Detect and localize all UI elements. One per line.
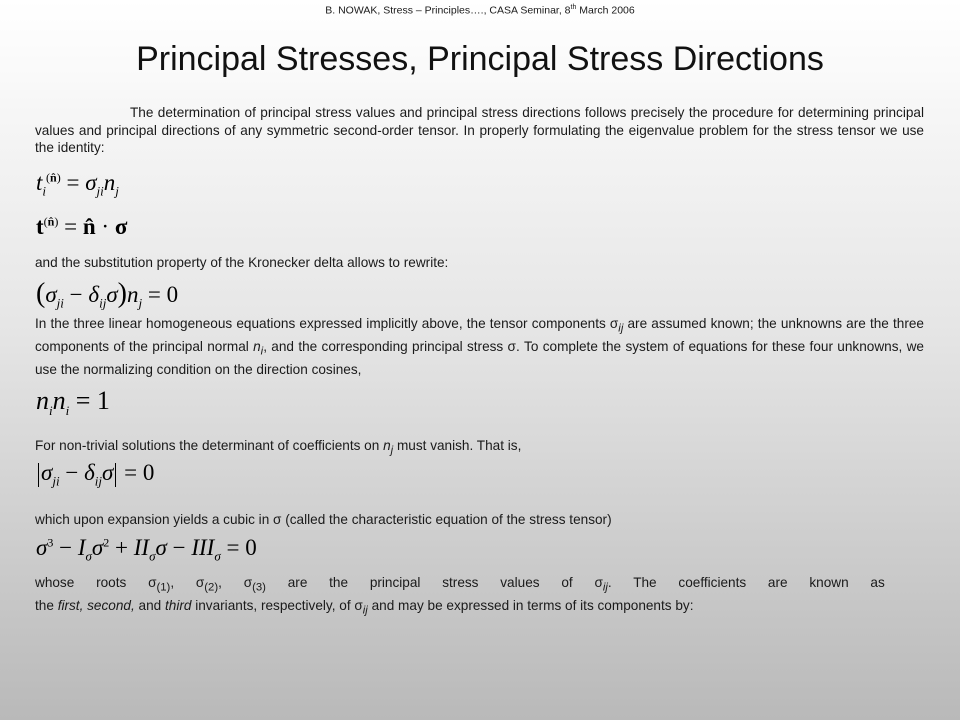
traction-vector-equation: $t^{(n̂)}$ = n̂ · σ xyxy=(36,214,128,239)
characteristic-equation: $\sigma^3 - I_\sigma\sigma^2 + II_\sigma\sigma - III_\sigma = 0$ xyxy=(36,535,257,564)
slide-title: Principal Stresses, Principal Stress Directions xyxy=(136,40,824,78)
determinant-equation: $\sigma_{ji} - \delta_{ij}\sigma = 0$ xyxy=(36,460,154,490)
determinant-paragraph: For non-trivial solutions the determinant of coefficients on $n_j$ must vanish. That is, xyxy=(35,438,522,457)
eigenvalue-equation: $(\sigma_{ji} - \delta_{ij}\sigma)n_j = 0$ xyxy=(36,278,179,311)
slide-header: B. NOWAK, Stress – Principles…., CASA Seminar, 8th March 2006 xyxy=(325,4,635,17)
invariants-paragraph: whose roots $\sigma_{(1)}$, $\sigma_{(2)}$, $\sigma_{(3)}$ are the principal stress values of $\sigma_{ij}$. The coefficients are known as the first, second, and third invariants, respectively, of $\sigma_{ij}$ and may be expressed in terms of its components by: xyxy=(35,575,885,617)
normalizing-condition-equation: $n_in_i = 1$ xyxy=(36,386,110,419)
kronecker-paragraph: and the substitution property of the Kronecker delta allows to rewrite: xyxy=(35,255,449,270)
cubic-paragraph: which upon expansion yields a cubic in σ (called the characteristic equation of the stress tensor) xyxy=(35,512,612,527)
intro-paragraph: The determination of principal stress values and principal stress directions follows precisely the procedure for determining principal values and principal directions of any symmetric second-order tensor. In properly formulating the eigenvalue problem for the stress tensor we use the identity: xyxy=(35,105,924,155)
traction-index-equation: $t_i^{(n̂)} = \sigma_{ji}n_j$ xyxy=(36,170,119,199)
unknowns-paragraph: In the three linear homogeneous equations expressed implicitly above, the tensor components $\sigma_{ij}$ are assumed known; the unknowns are the three components of the principal normal $n_i$, and the corresponding principal stress σ. To complete the system of equations for these four unknowns, we use the normalizing condition on the direction cosines, xyxy=(35,316,924,378)
